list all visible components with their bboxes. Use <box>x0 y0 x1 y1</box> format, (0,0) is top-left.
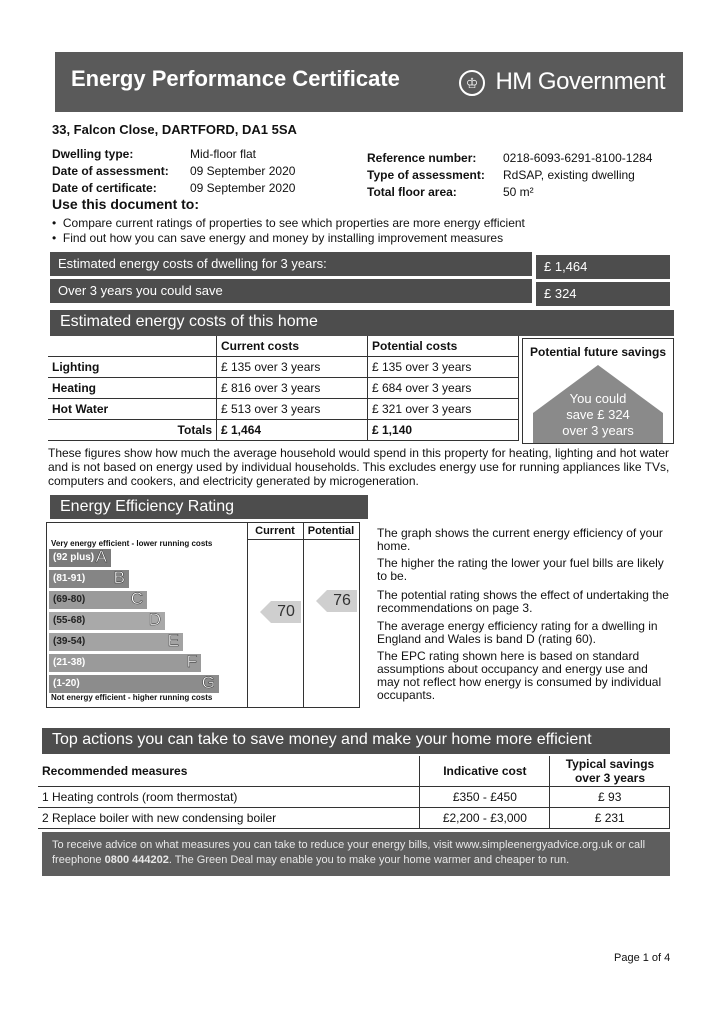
rating-band-f: (21-38) F <box>49 654 201 672</box>
table-row: Heating £ 816 over 3 years £ 684 over 3 years <box>48 378 519 399</box>
assessment-date-value: 09 September 2020 <box>190 164 296 178</box>
use-bullet: • Compare current ratings of properties to see which properties are more energy efficient <box>52 216 525 230</box>
dwelling-type-value: Mid-floor flat <box>190 147 257 161</box>
potential-rating-arrow: 76 <box>327 590 357 612</box>
rating-band-c: (69-80) C <box>49 591 147 609</box>
assessment-type-value: RdSAP, existing dwelling <box>503 168 635 182</box>
actions-table <box>38 756 670 829</box>
costs-note: These figures show how much the average household would spend in this property for heating, lighting and hot water and is not based on energy used by individual households. This excludes energy use for running appliances like TVs, computers and cookers, and electricity generated by microgeneration. <box>48 446 670 488</box>
dwelling-type-label: Dwelling type: <box>52 147 134 161</box>
actions-header-measures: Recommended measures <box>38 756 420 787</box>
certificate-title: Energy Performance Certificate <box>71 66 400 91</box>
summary-saving-value-box: £ 324 <box>536 282 670 306</box>
costs-header-potential: Potential costs <box>368 336 519 357</box>
summary-cost-bar: Estimated energy costs of dwelling for 3 years: <box>50 252 532 276</box>
table-row: 2 Replace boiler with new condensing boiler £2,200 - £3,000 £ 231 <box>38 808 670 829</box>
use-title: Use this document to: <box>52 196 200 212</box>
rating-paragraph-1: The graph shows the current energy efficiency of your home. <box>377 526 663 553</box>
current-rating-arrow: 70 <box>271 601 301 623</box>
actions-header-savings: Typical savings over 3 years <box>550 756 670 787</box>
rating-col-current: Current <box>255 525 295 537</box>
rating-section-header: Energy Efficiency Rating <box>50 495 368 519</box>
floor-area-value: 50 m² <box>503 185 534 199</box>
rating-top-label: Very energy efficient - lower running costs <box>51 539 213 548</box>
floor-area-label: Total floor area: <box>367 185 457 199</box>
freephone-number: 0800 444202 <box>104 854 169 866</box>
rating-paragraph-2: The higher the rating the lower your fuel bills are likely to be. <box>377 556 664 583</box>
rating-paragraph-3: The potential rating shows the effect of undertaking the recommendations on page 3. <box>377 588 669 615</box>
certificate-header <box>55 52 683 112</box>
advice-banner: To receive advice on what measures you can take to reduce your energy bills, visit www.simpleenergyadvice.org.uk or call freephone 0800 444202. The Green Deal may enable you to make your home warmer and cheaper to run. <box>42 832 670 876</box>
costs-section-header: Estimated energy costs of this home <box>50 310 674 336</box>
rating-bottom-label: Not energy efficient - higher running costs <box>51 693 213 702</box>
use-bullet: • Find out how you can save energy and money by installing improvement measures <box>52 231 504 245</box>
property-address: 33, Falcon Close, DARTFORD, DA1 5SA <box>52 122 297 137</box>
rating-band-d: (55-68) D <box>49 612 165 630</box>
table-row: Hot Water £ 513 over 3 years £ 321 over 3 years <box>48 399 519 420</box>
crest-icon: ♔ <box>459 70 485 96</box>
rating-paragraph-5: The EPC rating shown here is based on standard assumptions about occupancy and energy use and may not reflect how energy is consumed by individual occupants. <box>377 649 662 702</box>
costs-header-savings: Potential future savings <box>529 345 667 359</box>
rating-chart <box>46 522 360 708</box>
rating-band-e: (39-54) E <box>49 633 183 651</box>
rating-paragraph-4: The average energy efficiency rating for a dwelling in England and Wales is band D (rating 60). <box>377 619 658 646</box>
costs-header-current: Current costs <box>217 336 368 357</box>
reference-number-label: Reference number: <box>367 151 477 165</box>
costs-table <box>48 336 519 441</box>
certificate-date-value: 09 September 2020 <box>190 181 296 195</box>
rating-band-a: (92 plus) A <box>49 549 111 567</box>
table-row-totals: Totals £ 1,464 £ 1,140 <box>48 420 519 441</box>
use-bullets <box>52 216 525 246</box>
details-left <box>52 146 295 197</box>
reference-number-value: 0218-6093-6291-8100-1284 <box>503 151 653 165</box>
rating-col-potential: Potential <box>307 525 355 537</box>
future-savings-box <box>522 338 674 444</box>
actions-header-cost: Indicative cost <box>420 756 550 787</box>
certificate-date-label: Date of certificate: <box>52 181 157 195</box>
page-number: Page 1 of 4 <box>614 952 671 964</box>
assessment-type-label: Type of assessment: <box>367 168 485 182</box>
savings-message: You could save £ 324 over 3 years <box>562 391 634 438</box>
summary-saving-bar: Over 3 years you could save <box>50 279 532 303</box>
assessment-date-label: Date of assessment: <box>52 164 169 178</box>
details-right <box>367 150 652 201</box>
table-row: 1 Heating controls (room thermostat) £350 - £450 £ 93 <box>38 787 670 808</box>
hm-government-logo: HM Government <box>495 68 665 95</box>
rating-band-b: (81-91) B <box>49 570 129 588</box>
actions-section-header: Top actions you can take to save money and make your home more efficient <box>42 728 670 754</box>
rating-band-g: (1-20) G <box>49 675 219 693</box>
summary-cost-value-box: £ 1,464 <box>536 255 670 279</box>
table-row: Lighting £ 135 over 3 years £ 135 over 3 years <box>48 357 519 378</box>
